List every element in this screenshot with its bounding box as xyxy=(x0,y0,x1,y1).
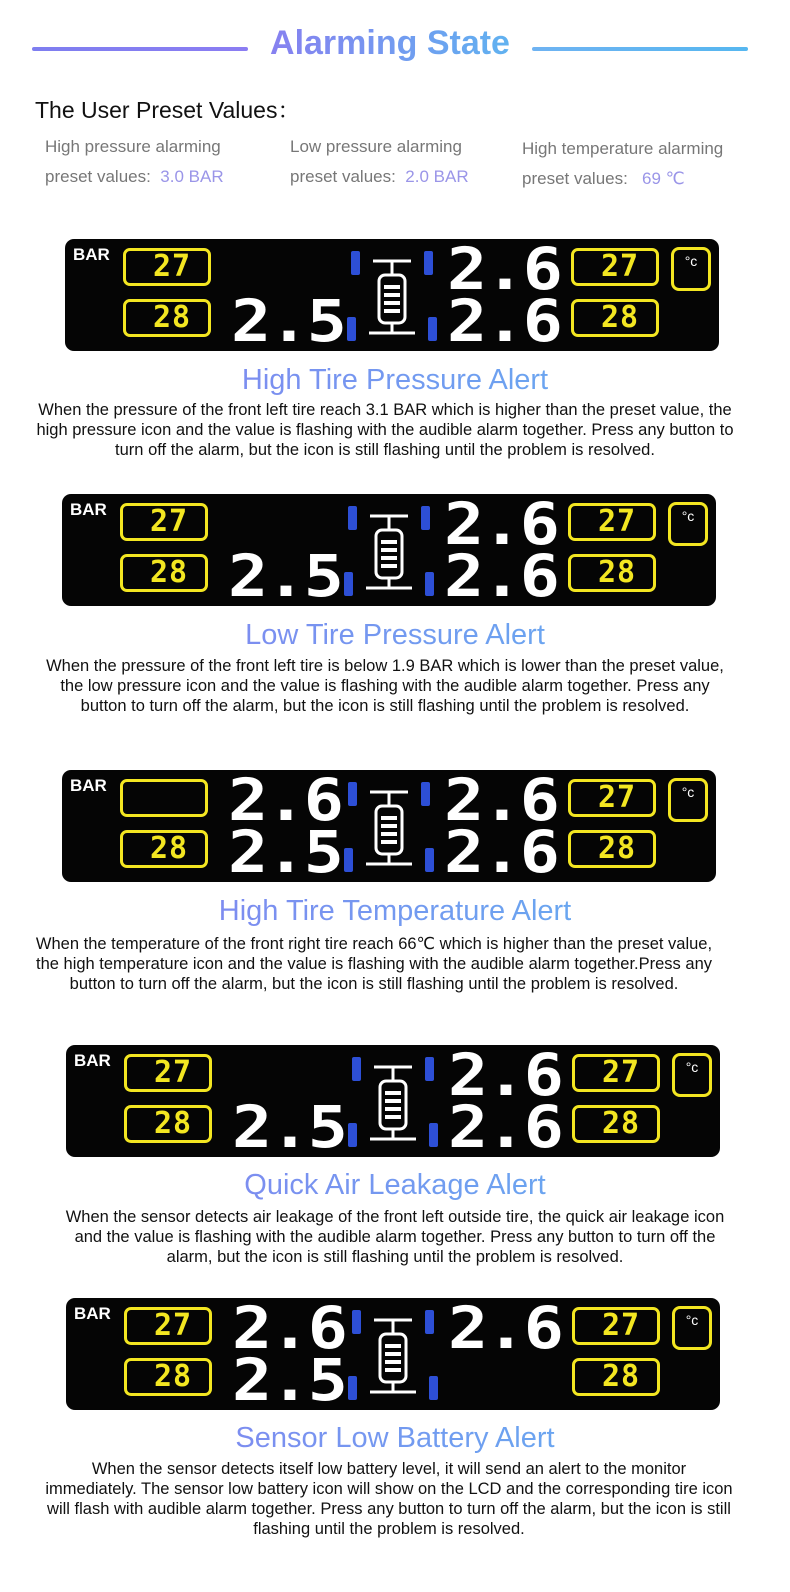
front-right-temp: 27 xyxy=(601,249,640,284)
rear-left-temp: 28 xyxy=(153,300,192,335)
page-title: Alarming State xyxy=(250,24,530,63)
rear-right-pressure: 2.6 xyxy=(444,542,558,610)
alert-description: When the temperature of the front right tire reach 66℃ which is higher than the preset value, the high temperature icon and the value is flashing with the audible alarm together.Press any button to turn off the alarm, but the icon is still flashing until the problem is resolved. xyxy=(35,935,713,993)
alert-title: High Tire Temperature Alert xyxy=(0,895,790,928)
temp-unit-icon: °c xyxy=(672,1053,712,1097)
alert-description: When the pressure of the front left tire reach 3.1 BAR which is higher than the preset value, the high pressure icon and the value is flashing with the audible alarm together. Press any button to turn off the alarm, but the icon is still flashing until the problem is resolved. xyxy=(36,401,734,459)
lcd-display xyxy=(66,1041,720,1161)
rear-right-pressure: 2.6 xyxy=(444,818,558,886)
alert-title: Quick Air Leakage Alert xyxy=(0,1169,790,1202)
rear-left-pressure: 2.5 xyxy=(231,287,345,355)
alert-title: Sensor Low Battery Alert xyxy=(0,1422,790,1455)
car-tire-layout-icon xyxy=(347,245,437,345)
unit-label: BAR xyxy=(73,245,110,264)
rear-left-temp: 28 xyxy=(154,1359,193,1394)
temp-unit-icon: °c xyxy=(672,1306,712,1350)
car-tire-layout-icon xyxy=(348,1304,438,1404)
rear-right-pressure: 2.6 xyxy=(448,1093,562,1161)
unit-label: BAR xyxy=(74,1304,111,1323)
lcd-display xyxy=(62,490,716,610)
preset-label: Low pressure alarming xyxy=(290,137,462,156)
alert-title: High Tire Pressure Alert xyxy=(0,364,790,397)
front-right-temp: 27 xyxy=(598,504,637,539)
unit-label: BAR xyxy=(74,1051,111,1070)
front-left-temp: 27 xyxy=(150,504,189,539)
rear-left-pressure: 2.5 xyxy=(228,818,342,886)
lcd-display xyxy=(62,766,716,886)
temp-unit-icon: °c xyxy=(668,502,708,546)
car-tire-layout-icon xyxy=(344,500,434,600)
section-header xyxy=(0,24,790,70)
preset-value: 69 ℃ xyxy=(642,169,685,188)
rear-right-temp: 28 xyxy=(601,300,640,335)
front-right-pressure: 2.6 xyxy=(444,490,558,558)
front-right-pressure: 2.6 xyxy=(448,1041,562,1109)
front-left-temp: 27 xyxy=(154,1055,193,1090)
temp-unit-icon: °c xyxy=(671,247,711,291)
front-right-temp: 27 xyxy=(602,1308,641,1343)
preset-label: preset values: xyxy=(45,167,151,186)
rear-right-temp: 28 xyxy=(602,1106,641,1141)
rear-left-pressure: 2.5 xyxy=(228,542,342,610)
unit-label: BAR xyxy=(70,776,107,795)
alert-title: Low Tire Pressure Alert xyxy=(0,619,790,652)
front-left-temp-box xyxy=(120,779,208,817)
preset-high-temperature xyxy=(522,134,723,194)
rear-left-temp: 28 xyxy=(150,555,189,590)
preset-label: preset values: xyxy=(522,169,628,188)
rear-right-pressure: 2.6 xyxy=(447,287,561,355)
preset-value: 3.0 BAR xyxy=(160,167,224,186)
front-right-pressure: 2.6 xyxy=(448,1294,562,1362)
lcd-display xyxy=(66,1294,720,1414)
alert-description: When the sensor detects air leakage of the front left outside tire, the quick air leakage icon and the value is flashing with the audible alarm together. Press any button to turn off the alarm, but the icon is still flashing until the problem is resolved. xyxy=(65,1208,725,1266)
temp-unit-icon: °c xyxy=(668,778,708,822)
preset-value: 2.0 BAR xyxy=(405,167,469,186)
preset-low-pressure xyxy=(290,132,469,192)
lcd-display xyxy=(65,235,719,355)
rear-left-pressure: 2.5 xyxy=(232,1093,346,1161)
front-right-pressure: 2.6 xyxy=(447,235,561,303)
rear-left-temp: 28 xyxy=(150,831,189,866)
rear-right-temp: 28 xyxy=(602,1359,641,1394)
unit-label: BAR xyxy=(70,500,107,519)
rear-right-temp: 28 xyxy=(598,555,637,590)
preset-high-pressure xyxy=(45,132,224,192)
rear-right-temp: 28 xyxy=(598,831,637,866)
header-divider-left xyxy=(32,47,248,51)
alert-description: When the sensor detects itself low battery level, it will send an alert to the monitor immediately. The sensor low battery icon will show on the LCD and the corresponding tire icon will flash with audible alarm together. Press any button to turn off the alarm, but the icon is still flashing until the problem is resolved. xyxy=(45,1460,733,1538)
front-left-pressure: 2.6 xyxy=(232,1294,346,1362)
preset-label: High pressure alarming xyxy=(45,137,221,156)
front-left-pressure: 2.6 xyxy=(228,766,342,834)
car-tire-layout-icon xyxy=(344,776,434,876)
car-tire-layout-icon xyxy=(348,1051,438,1151)
front-left-temp: 27 xyxy=(154,1308,193,1343)
preset-heading: The User Preset Values： xyxy=(35,97,301,123)
rear-left-pressure: 2.5 xyxy=(232,1346,346,1414)
front-right-pressure: 2.6 xyxy=(444,766,558,834)
preset-label: preset values: xyxy=(290,167,396,186)
rear-left-temp: 28 xyxy=(154,1106,193,1141)
front-right-temp: 27 xyxy=(602,1055,641,1090)
alert-description: When the pressure of the front left tire is below 1.9 BAR which is lower than the preset value, the low pressure icon and the value is flashing with the audible alarm together. Press any button to turn off the alarm, but the icon is still flashing until the problem is resolved. xyxy=(46,657,724,715)
header-divider-right xyxy=(532,47,748,51)
front-right-temp: 27 xyxy=(598,780,637,815)
preset-label: High temperature alarming xyxy=(522,139,724,158)
front-left-temp: 27 xyxy=(153,249,192,284)
